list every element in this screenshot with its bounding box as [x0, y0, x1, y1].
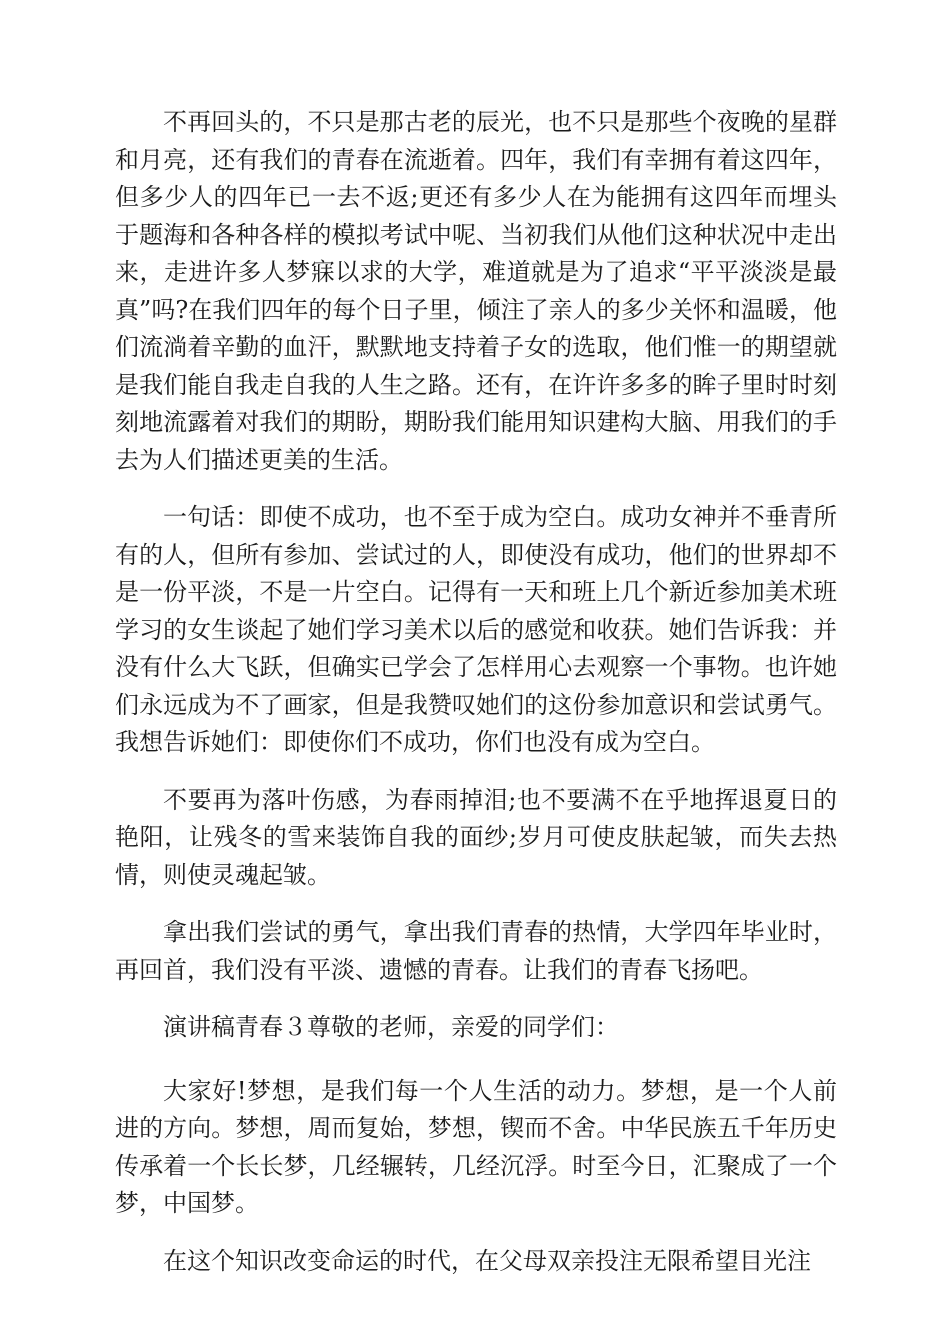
paragraph-3: 不要再为落叶伤感，为春雨掉泪;也不要满不在乎地挥退夏日的艳阳，让残冬的雪来装饰自我的面纱;岁月可使皮肤起皱，而失去热情，则使灵魂起皱。 [115, 785, 837, 889]
paragraph-1: 不再回头的，不只是那古老的辰光，也不只是那些个夜晚的星群和月亮，还有我们的青春在流逝着。四年，我们有幸拥有着这四年，但多少人的四年已一去不返;更还有多少人在为能拥有这四年而埋头于题海和各种各样的模拟考试中呢、当初我们从他们这种状况中走出来，走进许多人梦寐以求的大学，难道就是为了追求“平平淡淡是最真”吗?在我们四年的每个日子里，倾注了亲人的多少关怀和温暖，他们流淌着辛勤的血汗，默默地支持着子女的选取，他们惟一的期望就是我们能自我走自我的人生之路。还有，在许许多多的眸子里时时刻刻地流露着对我们的期盼，期盼我们能用知识建构大脑、用我们的手去为人们描述更美的生活。 [115, 108, 837, 474]
paragraph-7: 在这个知识改变命运的时代，在父母双亲投注无限希望目光注 [163, 1246, 811, 1275]
paragraph-2: 一句话：即使不成功，也不至于成为空白。成功女神并不垂青所有的人，但所有参加、尝试过的人，即使没有成功，他们的世界却不是一份平淡，不是一片空白。记得有一天和班上几个新近参加美术班学习的女生谈起了她们学习美术以后的感觉和收获。她们告诉我：并没有什么大飞跃，但确实已学会了怎样用心去观察一个事物。也许她们永远成为不了画家，但是我赞叹她们的这份参加意识和尝试勇气。我想告诉她们：即使你们不成功，你们也没有成为空白。 [115, 503, 837, 756]
paragraph-4: 拿出我们尝试的勇气，拿出我们青春的热情，大学四年毕业时，再回首，我们没有平淡、遗憾的青春。让我们的青春飞扬吧。 [115, 918, 837, 984]
paragraph-5-heading: 演讲稿青春３尊敬的老师，亲爱的同学们： [163, 1013, 619, 1041]
paragraph-6: 大家好!梦想，是我们每一个人生活的动力。梦想，是一个人前进的方向。梦想，周而复始，梦想，锲而不舍。中华民族五千年历史传承着一个长长梦，几经辗转，几经沉浮。时至今日，汇聚成了一个梦，中国梦。 [115, 1076, 837, 1217]
document-body [115, 104, 837, 1300]
